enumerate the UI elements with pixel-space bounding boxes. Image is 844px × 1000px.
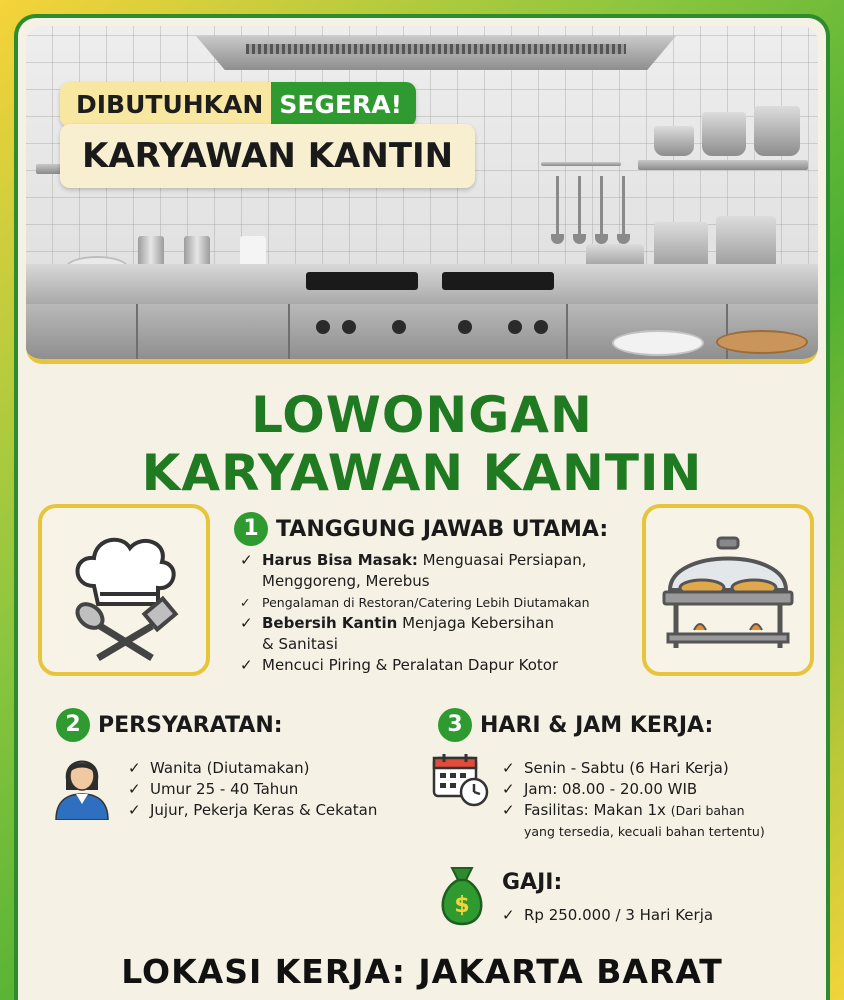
chafing-dish-icon bbox=[646, 508, 810, 672]
list-item bbox=[240, 613, 644, 655]
stacked-bowls bbox=[754, 106, 800, 156]
urgent-badge bbox=[60, 82, 416, 127]
hanging-ladle bbox=[556, 176, 559, 236]
fasilitas-label: Fasilitas: Makan 1x bbox=[524, 801, 666, 819]
list-item bbox=[128, 779, 448, 800]
range-hood-vent bbox=[246, 44, 626, 54]
check-icon: ✓ bbox=[502, 759, 515, 777]
stove-knob bbox=[342, 320, 356, 334]
list-item-bold: Bebersih Kantin bbox=[262, 614, 398, 632]
job-poster bbox=[14, 14, 830, 1000]
right-shelf bbox=[638, 160, 808, 170]
section-1-title: TANGGUNG JAWAB UTAMA: bbox=[276, 516, 609, 542]
check-icon: ✓ bbox=[240, 656, 253, 674]
check-icon: ✓ bbox=[240, 595, 251, 610]
stove-knob bbox=[458, 320, 472, 334]
list-item bbox=[240, 655, 644, 676]
cabinet-seam bbox=[136, 304, 138, 364]
steel-counter bbox=[26, 264, 818, 304]
list-item bbox=[502, 800, 830, 842]
induction-hob bbox=[442, 272, 554, 290]
check-icon: ✓ bbox=[128, 759, 141, 777]
stove-knob bbox=[316, 320, 330, 334]
fasilitas-note: (Dari bahan bbox=[670, 803, 745, 818]
svg-text:$: $ bbox=[454, 893, 470, 918]
fasilitas-note: yang tersedia, kecuali bahan tertentu) bbox=[524, 824, 765, 839]
section-number-3: 3 bbox=[438, 708, 472, 742]
wooden-plates bbox=[716, 330, 808, 354]
section-responsibilities bbox=[234, 512, 644, 676]
work-location: LOKASI KERJA: JAKARTA BARAT bbox=[121, 952, 723, 991]
section-schedule bbox=[438, 708, 818, 742]
stacked-bowls bbox=[654, 126, 694, 156]
headline-line1: LOWONGAN bbox=[251, 386, 593, 444]
requirements-list bbox=[128, 758, 448, 821]
stove-knob bbox=[534, 320, 548, 334]
list-item bbox=[502, 779, 830, 800]
utensil-rail bbox=[541, 162, 621, 166]
hanging-ladle bbox=[578, 176, 581, 236]
list-item-text: Jujur, Pekerja Keras & Cekatan bbox=[150, 801, 378, 819]
list-item-text: Menjaga Kebersihan bbox=[397, 614, 555, 632]
check-icon: ✓ bbox=[128, 780, 141, 798]
list-item-text: Umur 25 - 40 Tahun bbox=[150, 780, 299, 798]
section-requirements bbox=[56, 708, 446, 742]
schedule-list bbox=[502, 758, 830, 842]
list-item-text: Senin - Sabtu (6 Hari Kerja) bbox=[524, 759, 729, 777]
list-item-text: & Sanitasi bbox=[262, 635, 338, 653]
salary-list bbox=[502, 905, 713, 926]
list-item-text: Jam: 08.00 - 20.00 WIB bbox=[524, 780, 698, 798]
steel-cabinet bbox=[26, 304, 818, 364]
list-item-text: Mencuci Piring & Peralatan Dapur Kotor bbox=[262, 656, 559, 674]
responsibilities-list bbox=[240, 550, 644, 676]
badge-text-segera: SEGERA! bbox=[271, 82, 416, 127]
list-item-bold: Harus Bisa Masak: bbox=[262, 551, 418, 569]
kitchen-hero-image bbox=[26, 26, 818, 364]
section-3-title: HARI & JAM KERJA: bbox=[480, 712, 714, 738]
section-2-title: PERSYARATAN: bbox=[98, 712, 283, 738]
calendar-clock-icon bbox=[432, 752, 490, 808]
list-item bbox=[502, 905, 713, 926]
list-item bbox=[240, 592, 644, 613]
woman-worker-icon bbox=[52, 750, 112, 820]
white-plates bbox=[612, 330, 704, 356]
list-item-text: Menguasai Persiapan, bbox=[417, 551, 587, 569]
chef-icon-box bbox=[38, 504, 210, 676]
list-item bbox=[502, 758, 830, 779]
list-item bbox=[240, 550, 644, 592]
list-item-text: Pengalaman di Restoran/Catering Lebih Diutamakan bbox=[262, 595, 590, 610]
check-icon: ✓ bbox=[502, 801, 515, 819]
cabinet-seam bbox=[566, 304, 568, 364]
salary-title: GAJI: bbox=[502, 870, 563, 895]
section-number-2: 2 bbox=[56, 708, 90, 742]
list-item-text: Menggoreng, Merebus bbox=[262, 572, 430, 590]
stacked-bowls bbox=[702, 112, 746, 156]
stove-knob bbox=[508, 320, 522, 334]
list-item-text: Wanita (Diutamakan) bbox=[150, 759, 310, 777]
list-item bbox=[128, 758, 448, 779]
induction-hob bbox=[306, 272, 418, 290]
salary-block bbox=[502, 870, 713, 926]
stove-knob bbox=[392, 320, 406, 334]
money-bag-icon bbox=[434, 864, 490, 928]
hanging-ladle bbox=[622, 176, 625, 236]
hanging-ladle bbox=[600, 176, 603, 236]
check-icon: ✓ bbox=[502, 780, 515, 798]
salary-value: Rp 250.000 / 3 Hari Kerja bbox=[524, 906, 714, 924]
list-item bbox=[128, 800, 448, 821]
check-icon: ✓ bbox=[502, 906, 515, 924]
headline bbox=[18, 386, 826, 502]
check-icon: ✓ bbox=[240, 551, 253, 569]
check-icon: ✓ bbox=[240, 614, 253, 632]
chafing-icon-box bbox=[642, 504, 814, 676]
badge-text-dibutuhkan: DIBUTUHKAN bbox=[60, 82, 271, 127]
chef-hat-utensils-icon bbox=[42, 508, 206, 672]
headline-line2: KARYAWAN KANTIN bbox=[141, 444, 703, 502]
check-icon: ✓ bbox=[128, 801, 141, 819]
section-number-1: 1 bbox=[234, 512, 268, 546]
hero-title: KARYAWAN KANTIN bbox=[60, 124, 475, 188]
cabinet-seam bbox=[288, 304, 290, 364]
